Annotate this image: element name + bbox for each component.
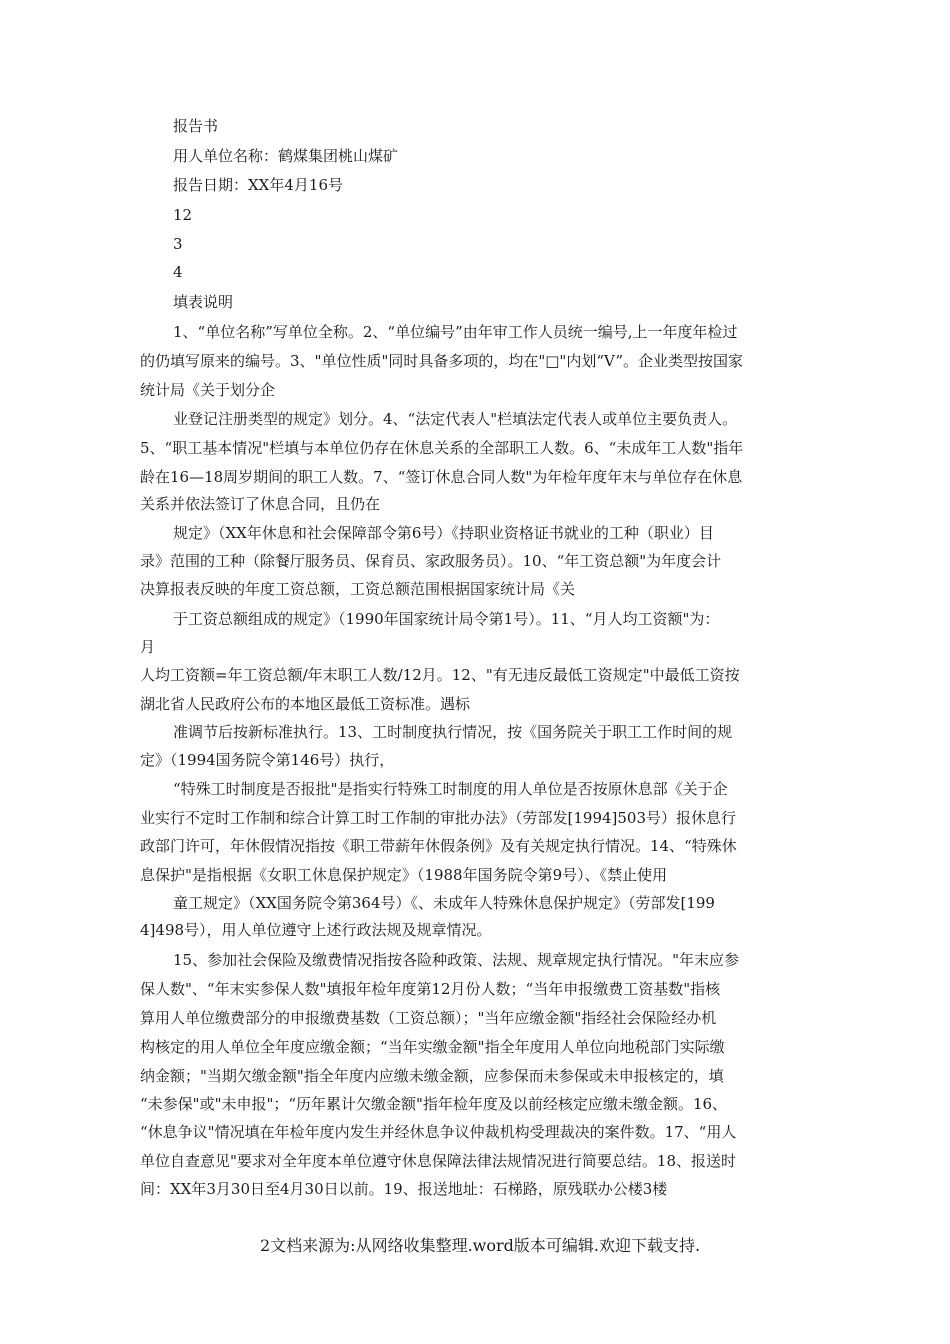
- body-line: 的仍填写原来的编号。3、"单位性质"同时具备多项的，均在"□"内划“V”。企业类型按国家: [140, 352, 744, 370]
- body-line: 保人数"、“年末实参保人数"填报年检年度第12月份人数；“当年申报缴费工资基数"指核: [140, 980, 721, 998]
- number-line-3: 4: [173, 263, 183, 281]
- body-line: “休息争议"情况填在年检年度内发生并经休息争议仲裁机构受理裁决的案件数。17、“用人: [140, 1123, 737, 1141]
- body-line: 单位自查意见"要求对全年度本单位遵守休息保障法律法规情况进行简要总结。18、报送时: [140, 1152, 736, 1170]
- body-line: 算用人单位缴费部分的申报缴费基数（工资总额）；"当年应缴金额"指经社会保险经办机: [140, 1009, 717, 1027]
- body-line: 决算报表反映的年度工资总额，工资总额范围根据国家统计局《关: [140, 580, 576, 598]
- body-line: 录》范围的工种（除餐厅服务员、保育员、家政服务员）。10、“年工资总额"为年度会计: [140, 552, 722, 570]
- body-line: 于工资总额组成的规定》（1990年国家统计局令第1号）。11、“月人均工资额"为：: [173, 610, 720, 628]
- body-line: 构核定的用人单位全年度应缴金额；“当年实缴金额"指全年度用人单位向地税部门实际缴: [140, 1038, 725, 1056]
- number-line-2: 3: [173, 235, 183, 253]
- body-line: 息保护"是指根据《女职工休息保护规定》（1988年国务院令第9号）、《禁止使用: [140, 866, 668, 884]
- body-line: 准调节后按新标准执行。13、工时制度执行情况，按《国务院关于职工工作时间的规: [173, 723, 733, 741]
- body-line: “特殊工时制度是否报批"是指实行特殊工时制度的用人单位是否按原休息部《关于企: [173, 780, 728, 798]
- body-line: 月: [140, 638, 156, 656]
- body-line: 关系并依法签订了休息合同，且仍在: [140, 495, 381, 513]
- body-line: 龄在16—18周岁期间的职工人数。7、“签订休息合同人数"为年检年度年末与单位存在休息: [140, 468, 743, 486]
- body-line: 1、“单位名称”写单位全称。2、“单位编号”由年审工作人员统一编号,上一年度年检过: [173, 323, 738, 341]
- body-line: 5、“职工基本情况"栏填与本单位仍存在休息关系的全部职工人数。6、“未成年工人数"指年: [140, 439, 744, 457]
- body-line: 规定》（XX年休息和社会保障部令第6号）《持职业资格证书就业的工种（职业）目: [173, 524, 714, 542]
- body-line: 统计局《关于划分企: [140, 381, 276, 399]
- unit-name: 用人单位名称：鹤煤集团桃山煤矿: [173, 147, 399, 165]
- body-line: 业登记注册类型的规定》划分。4、“法定代表人"栏填法定代表人或单位主要负责人。: [173, 410, 738, 428]
- body-line: “未参保"或"未申报"；“历年累计欠缴金额"指年检年度及以前经核定应缴未缴金额。16、: [140, 1095, 728, 1113]
- body-line: 人均工资额=年工资总额/年末职工人数/12月。12、"有无违反最低工资规定"中最低工资按: [140, 666, 740, 684]
- number-line-1: 12: [173, 206, 193, 224]
- body-line: 童工规定》（XX国务院令第364号）《、未成年人特殊休息保护规定》（劳部发[199: [173, 894, 715, 912]
- body-line: 定》（1994国务院令第146号）执行，: [140, 751, 395, 769]
- section-title: 填表说明: [173, 293, 234, 311]
- body-line: 纳金额；"当期欠缴金额"指全年度内应缴未缴金额，应参保而未参保或未申报核定的，填: [140, 1067, 724, 1085]
- report-date: 报告日期：XX年4月16号: [173, 176, 343, 194]
- body-line: 4]498号），用人单位遵守上述行政法规及规章情况。: [140, 921, 492, 939]
- report-title: 报告书: [173, 117, 219, 135]
- body-line: 业实行不定时工作制和综合计算工时工作制的审批办法》（劳部发[1994]503号）报休息行: [140, 809, 737, 827]
- body-line: 15、参加社会保险及缴费情况指按各险种政策、法规、规章规定执行情况。"年末应参: [173, 951, 739, 969]
- body-line: 湖北省人民政府公布的本地区最低工资标准。遇标: [140, 695, 471, 713]
- page-footer: 2文档来源为:从网络收集整理.word版本可编辑.欢迎下载支持.: [260, 1236, 701, 1255]
- body-line: 间：XX年3月30日至4月30日以前。19、报送地址：石梯路，原残联办公楼3楼: [140, 1180, 668, 1198]
- body-line: 政部门许可，年休假情况指按《职工带薪年休假条例》及有关规定执行情况。14、“特殊休: [140, 837, 737, 855]
